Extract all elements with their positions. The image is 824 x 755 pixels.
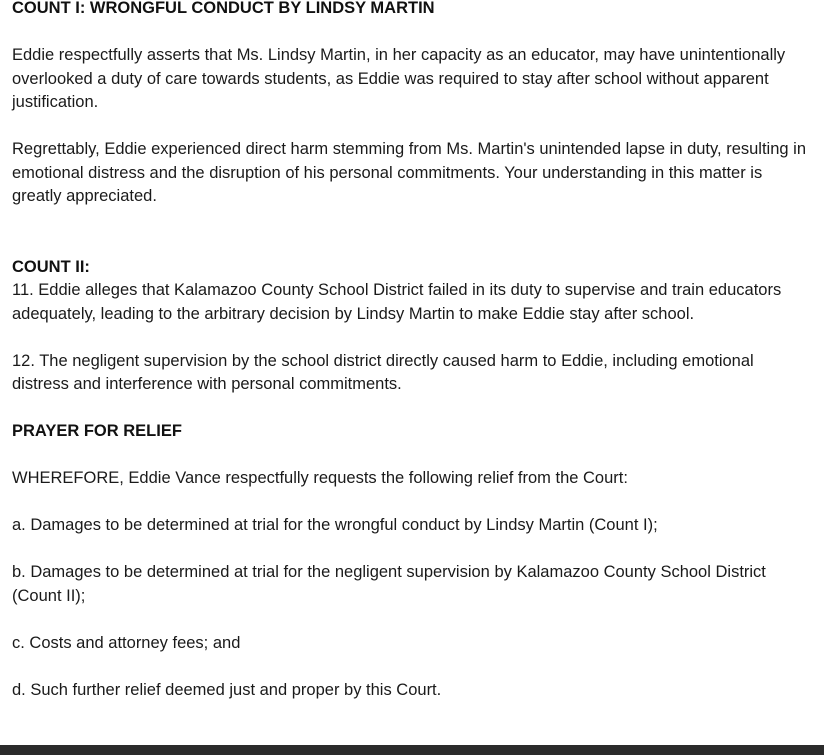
count-1-paragraph-1: Eddie respectfully asserts that Ms. Lindsy Martin, in her capacity as an educator, may have unintentionally overlooked a duty of care towards students, as Eddie was required to stay after school without apparent justification.: [12, 46, 786, 111]
count-2-heading: COUNT II:: [12, 257, 90, 276]
prayer-intro: WHEREFORE, Eddie Vance respectfully requests the following relief from the Court:: [12, 469, 628, 487]
count-2-item-11: 11. Eddie alleges that Kalamazoo County School District failed in its duty to supervise and train educators adequately, leading to the arbitrary decision by Lindsy Martin to make Eddie stay after school.: [12, 281, 782, 323]
prayer-item-d: d. Such further relief deemed just and proper by this Court.: [12, 680, 442, 699]
document-body: [12, 0, 812, 702]
prayer-item-a: a. Damages to be determined at trial for the wrongful conduct by Lindsy Martin (Count I);: [12, 516, 658, 534]
count-1-heading: COUNT I: WRONGFUL CONDUCT BY LINDSY MARTIN: [12, 0, 435, 17]
bottom-bar: [0, 745, 824, 755]
prayer-item-c: c. Costs and attorney fees; and: [12, 633, 241, 652]
count-1-paragraph-2: Regrettably, Eddie experienced direct harm stemming from Ms. Martin's unintended lapse in duty, resulting in emotional distress and the disruption of his personal commitments. Your understanding in this matter is greatly appreciated.: [12, 140, 806, 205]
prayer-item-b: b. Damages to be determined at trial for the negligent supervision by Kalamazoo County School District (Count II);: [12, 563, 766, 605]
count-2-item-12: 12. The negligent supervision by the school district directly caused harm to Eddie, including emotional distress and interference with personal commitments.: [12, 351, 754, 393]
prayer-heading: PRAYER FOR RELIEF: [12, 422, 182, 440]
